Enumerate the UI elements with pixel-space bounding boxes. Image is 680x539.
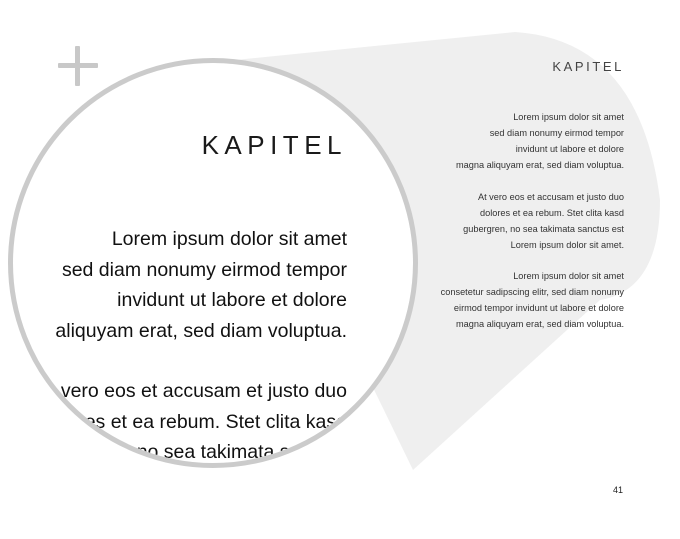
page-number: 41 <box>612 485 623 495</box>
text-line: aliquyam erat, sed diam voluptua. <box>55 319 347 342</box>
text-line: sed diam nonumy eirmod tempor <box>61 258 347 281</box>
page-paragraph-3 <box>441 268 624 332</box>
magnified-paragraph-2 <box>41 376 347 463</box>
text-line: Lorem ipsum dolor sit amet <box>513 271 624 281</box>
text-line: invidunt ut labore et dolore <box>515 144 624 154</box>
magnified-content <box>13 63 413 463</box>
magnifier-lens <box>13 63 413 463</box>
text-line: consetetur sadipscing elitr, sed diam nonumy <box>440 287 624 297</box>
page-paragraph-2 <box>463 189 624 253</box>
magnified-paragraph-1 <box>55 224 347 346</box>
text-line: invidunt ut labore et dolore <box>117 289 347 311</box>
text-line: no sea takimata sanctus <box>136 441 347 463</box>
text-line: Lorem ipsum dolor sit amet <box>513 112 624 122</box>
text-line: magna aliquyam erat, sed diam voluptua. <box>455 160 624 170</box>
page-heading: KAPITEL <box>552 59 624 74</box>
magnified-heading: KAPITEL <box>201 130 347 160</box>
text-line: sed diam nonumy eirmod tempor <box>489 128 624 138</box>
text-line: dolores et ea rebum. Stet clita kasd <box>479 208 624 218</box>
text-line: Lorem ipsum dolor sit amet <box>111 228 347 250</box>
text-line: magna aliquyam erat, sed diam voluptua. <box>455 319 624 329</box>
text-line: Lorem ipsum dolor sit amet. <box>510 240 624 250</box>
text-line: gubergren, no sea takimata sanctus est <box>463 224 624 234</box>
text-line: dolores et ea rebum. Stet clita kasd <box>41 410 347 433</box>
page-paragraph-1 <box>456 109 624 173</box>
text-line: vero eos et accusam et justo duo <box>60 380 347 402</box>
text-line: At vero eos et accusam et justo duo <box>477 192 624 202</box>
text-line: eirmod tempor invidunt ut labore et dolore <box>453 303 624 313</box>
